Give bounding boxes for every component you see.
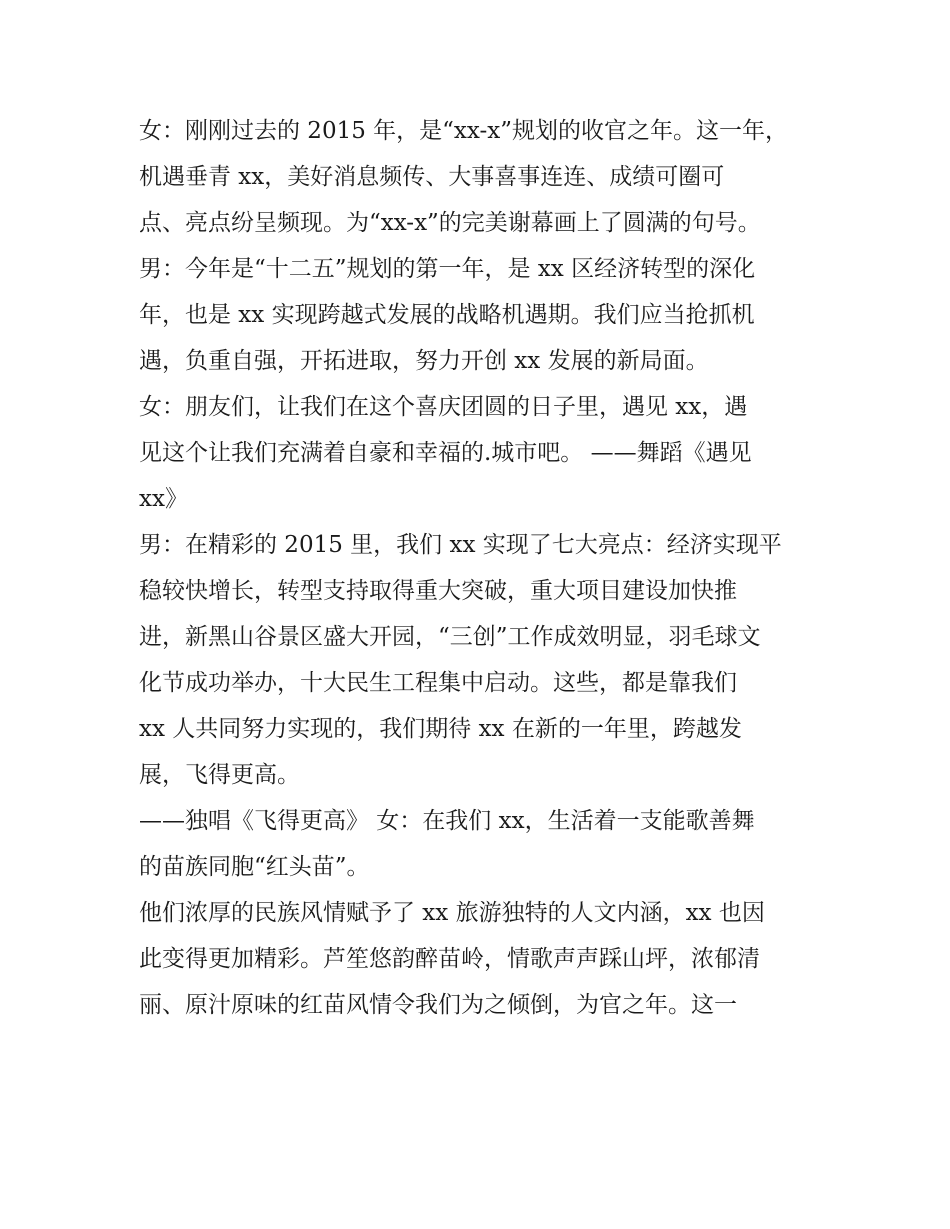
text-line: 机遇垂青 xx，美好消息频传、大事喜事连连、成绩可圈可 (139, 164, 725, 190)
text-line: 点、亮点纷呈频现。为“xx-x”的完美谢幕画上了圆满的句号。 (139, 210, 761, 236)
text-line: 女：刚刚过去的 2015 年，是“xx-x”规划的收官之年。这一年， (139, 118, 788, 144)
text-line: 男：在精彩的 2015 里，我们 xx 实现了七大亮点：经济实现平 (139, 532, 782, 558)
text-line: 进，新黑山谷景区盛大开园，“三创”工作成效明显，羽毛球文 (139, 624, 761, 650)
text-line: 展，飞得更高。 (139, 762, 300, 788)
text-line: 他们浓厚的民族风情赋予了 xx 旅游独特的人文内涵，xx 也因 (139, 900, 765, 926)
text-line: 化节成功举办，十大民生工程集中启动。这些，都是靠我们 (139, 670, 737, 696)
text-line: 稳较快增长，转型支持取得重大突破，重大项目建设加快推 (139, 578, 737, 604)
text-line: 见这个让我们充满着自豪和幸福的.城市吧。 ——舞蹈《遇见 (139, 440, 752, 466)
text-line: 男：今年是“十二五”规划的第一年，是 xx 区经济转型的深化 (139, 256, 756, 282)
text-line: 丽、原汁原味的红苗风情令我们为之倾倒，为官之年。这一 (139, 992, 737, 1018)
text-line: ——独唱《飞得更高》 女：在我们 xx，生活着一支能歌善舞 (139, 808, 755, 834)
text-line: xx》 (139, 486, 188, 512)
text-line: 女：朋友们，让我们在这个喜庆团圆的日子里，遇见 xx，遇 (139, 394, 748, 420)
text-line: 遇，负重自强，开拓进取，努力开创 xx 发展的新局面。 (139, 348, 709, 374)
text-line: 的苗族同胞“红头苗”。 (139, 854, 370, 880)
document-body (139, 108, 819, 1028)
text-line: 此变得更加精彩。芦笙悠韵醉苗岭，情歌声声踩山坪，浓郁清 (139, 946, 760, 972)
text-line: xx 人共同努力实现的，我们期待 xx 在新的一年里，跨越发 (139, 716, 742, 742)
text-line: 年，也是 xx 实现跨越式发展的战略机遇期。我们应当抢抓机 (139, 302, 755, 328)
